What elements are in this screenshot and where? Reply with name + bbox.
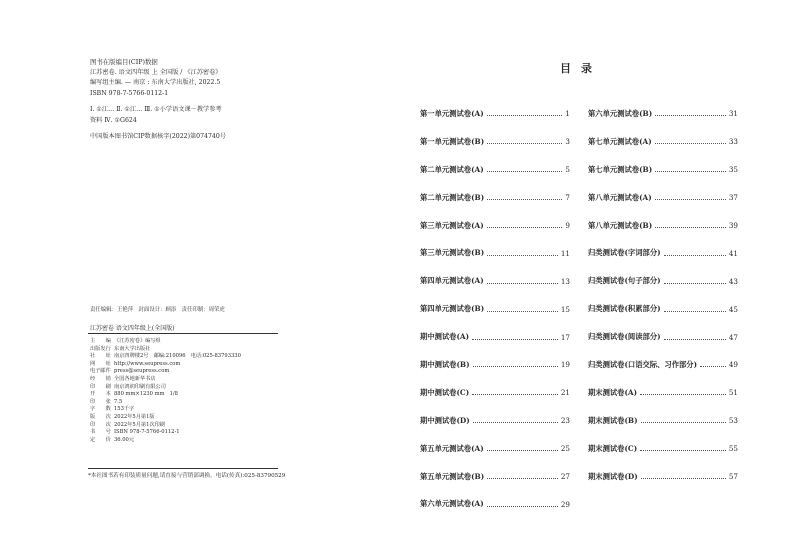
toc-entry-page: 49 bbox=[728, 360, 738, 370]
detail-key: 电子邮件 bbox=[90, 368, 111, 375]
toc-entry-label: 第四单元测试卷(A) bbox=[420, 276, 484, 286]
toc-entry-page: 51 bbox=[728, 388, 738, 398]
toc-entry[interactable] bbox=[588, 267, 738, 295]
detail-value: 7.5 bbox=[114, 398, 123, 405]
detail-row bbox=[90, 429, 241, 437]
toc-entry[interactable] bbox=[420, 435, 570, 463]
toc-entry[interactable] bbox=[420, 379, 570, 407]
toc-entry[interactable] bbox=[420, 323, 570, 351]
toc-entry-label: 期中测试卷(A) bbox=[420, 332, 470, 342]
toc-entry[interactable] bbox=[588, 407, 738, 435]
detail-value: 《江苏密卷》编写组 bbox=[114, 338, 161, 344]
quality-notice: *本社图书若有印装质量问题,请直接与营销部调换。电话(传真):025-83790529 bbox=[88, 473, 286, 479]
toc-leader-dots bbox=[487, 115, 563, 116]
toc-column-right bbox=[588, 100, 738, 490]
cip-line: 编写组主编. — 南京 : 东南大学出版社, 2022.5 bbox=[90, 79, 221, 86]
detail-row bbox=[90, 353, 241, 361]
toc-entry[interactable] bbox=[588, 323, 738, 351]
detail-value: 东南大学出版社 bbox=[114, 345, 151, 352]
toc-entry-page: 25 bbox=[560, 444, 570, 454]
toc-leader-dots bbox=[655, 227, 726, 228]
detail-key: 印 张 bbox=[90, 398, 111, 405]
toc-entry-page: 57 bbox=[728, 472, 738, 482]
toc-entry-page: 33 bbox=[728, 137, 738, 147]
toc-leader-dots bbox=[664, 311, 726, 312]
detail-value: 880 mm×1230 mm 1/8 bbox=[114, 391, 178, 398]
detail-row bbox=[90, 391, 241, 399]
toc-entry-page: 21 bbox=[560, 388, 570, 398]
toc-entry-page: 41 bbox=[728, 248, 738, 258]
divider bbox=[88, 333, 278, 334]
toc-leader-dots bbox=[664, 339, 726, 340]
toc-entry[interactable] bbox=[588, 239, 738, 267]
toc-entry-label: 第八单元测试卷(A) bbox=[588, 192, 652, 202]
toc-leader-dots bbox=[487, 255, 558, 256]
toc-entry-label: 期末测试卷(C) bbox=[588, 443, 638, 453]
toc-leader-dots bbox=[640, 394, 726, 395]
toc-entry[interactable] bbox=[420, 463, 570, 491]
toc-entry-page: 13 bbox=[560, 276, 570, 286]
toc-leader-dots bbox=[487, 506, 558, 507]
toc-leader-dots bbox=[487, 450, 558, 451]
cip-line: ISBN 978-7-5766-0112-1 bbox=[90, 89, 169, 97]
detail-key: 版 次 bbox=[90, 413, 111, 420]
toc-title: 目录 bbox=[560, 62, 602, 75]
detail-value: 南京四牌楼2号 邮编:210096 电话:025-83793330 bbox=[114, 353, 241, 360]
toc-entry-page: 5 bbox=[565, 165, 570, 175]
toc-leader-dots bbox=[640, 450, 726, 451]
cip-number: 中国版本图书馆CIP数据核字(2022)第074740号 bbox=[90, 133, 226, 140]
credits-line: 责任编辑：王艳萍 封面设计：顾添 责任印制：周荣虎 bbox=[90, 307, 225, 313]
toc-entry-label: 第五单元测试卷(B) bbox=[420, 471, 485, 481]
detail-row bbox=[90, 414, 241, 422]
detail-row bbox=[90, 384, 241, 392]
toc-entry-page: 45 bbox=[728, 304, 738, 314]
toc-entry-page: 37 bbox=[728, 193, 738, 203]
toc-leader-dots bbox=[655, 143, 726, 144]
toc-leader-dots bbox=[664, 283, 726, 284]
detail-row bbox=[90, 376, 241, 384]
detail-key: 网 址 bbox=[90, 360, 111, 367]
toc-entry-page: 1 bbox=[565, 109, 570, 119]
publication-details bbox=[90, 338, 241, 444]
toc-entry-page: 39 bbox=[728, 221, 738, 230]
detail-key: 主 编 bbox=[90, 338, 111, 344]
toc-leader-dots bbox=[487, 478, 558, 479]
toc-leader-dots bbox=[655, 115, 726, 116]
detail-value: http://www.seupress.com bbox=[114, 360, 181, 367]
detail-value: 南京鸿润印刷有限公司 bbox=[114, 383, 166, 390]
toc-entry[interactable] bbox=[588, 100, 738, 128]
toc-entry[interactable] bbox=[420, 184, 570, 212]
toc-entry[interactable] bbox=[420, 212, 570, 240]
detail-row bbox=[90, 368, 241, 376]
detail-key: 定 价 bbox=[90, 436, 111, 443]
toc-entry[interactable] bbox=[588, 184, 738, 212]
toc-entry-page: 9 bbox=[565, 221, 570, 230]
detail-key: 经 销 bbox=[90, 375, 111, 382]
toc-entry[interactable] bbox=[588, 351, 738, 379]
toc-entry-label: 第四单元测试卷(B) bbox=[420, 304, 485, 314]
toc-entry-page: 17 bbox=[560, 332, 570, 342]
toc-entry-page: 31 bbox=[728, 109, 738, 119]
detail-key: 书 号 bbox=[90, 429, 111, 436]
toc-entry-page: 15 bbox=[560, 304, 570, 314]
detail-value: 36.00元 bbox=[114, 436, 135, 443]
toc-entry-label: 第八单元测试卷(B) bbox=[588, 220, 653, 230]
detail-row bbox=[90, 399, 241, 407]
toc-entry-page: 35 bbox=[728, 165, 738, 175]
toc-entry-label: 归类测试卷(句子部分) bbox=[588, 276, 661, 286]
toc-entry[interactable] bbox=[420, 100, 570, 128]
toc-entry[interactable] bbox=[420, 351, 570, 379]
detail-key: 印 刷 bbox=[90, 383, 111, 390]
toc-leader-dots bbox=[487, 227, 563, 228]
toc-leader-dots bbox=[473, 366, 558, 367]
divider bbox=[88, 468, 278, 469]
toc-entry-page: 19 bbox=[560, 360, 570, 370]
toc-entry-label: 第二单元测试卷(B) bbox=[420, 192, 485, 202]
detail-value: 全国各地新华书店 bbox=[114, 375, 156, 382]
toc-entry-label: 第三单元测试卷(A) bbox=[420, 220, 484, 230]
detail-row bbox=[90, 406, 241, 414]
toc-leader-dots bbox=[664, 255, 726, 256]
toc-entry[interactable] bbox=[588, 463, 738, 491]
detail-value: 2022年5月第1版 bbox=[114, 413, 155, 420]
toc-entry[interactable] bbox=[420, 267, 570, 295]
toc-entry-label: 第七单元测试卷(A) bbox=[588, 136, 652, 146]
toc-leader-dots bbox=[472, 394, 558, 395]
toc-entry[interactable] bbox=[420, 295, 570, 323]
toc-entry-label: 第五单元测试卷(A) bbox=[420, 443, 484, 453]
toc-leader-dots bbox=[641, 478, 726, 479]
toc-entry[interactable] bbox=[588, 435, 738, 463]
toc-entry[interactable] bbox=[588, 295, 738, 323]
toc-entry[interactable] bbox=[588, 156, 738, 184]
toc-entry-label: 期末测试卷(B) bbox=[588, 415, 638, 425]
detail-key: 字 数 bbox=[90, 406, 111, 413]
toc-column-left bbox=[420, 100, 570, 518]
toc-entry-page: 23 bbox=[560, 416, 570, 426]
toc-leader-dots bbox=[487, 283, 558, 284]
toc-entry-page: 29 bbox=[560, 499, 570, 509]
detail-value: ISBN 978-7-5766-0112-1 bbox=[114, 429, 180, 436]
toc-entry[interactable] bbox=[588, 379, 738, 407]
toc-leader-dots bbox=[655, 199, 726, 200]
toc-entry-label: 期中测试卷(C) bbox=[420, 387, 470, 397]
detail-row bbox=[90, 422, 241, 430]
toc-entry-label: 归类测试卷(字词部分) bbox=[588, 248, 661, 258]
toc-entry-page: 53 bbox=[728, 416, 738, 426]
toc-entry-label: 归类测试卷(口语交际、习作部分) bbox=[588, 359, 698, 369]
detail-key: 开 本 bbox=[90, 391, 111, 398]
toc-entry-label: 期末测试卷(A) bbox=[588, 387, 638, 397]
toc-entry-label: 第三单元测试卷(B) bbox=[420, 248, 485, 258]
toc-leader-dots bbox=[487, 199, 562, 200]
toc-page bbox=[395, 0, 790, 558]
toc-entry-label: 归类测试卷(阅读部分) bbox=[588, 332, 661, 342]
toc-leader-dots bbox=[641, 422, 726, 423]
toc-entry-label: 归类测试卷(积累部分) bbox=[588, 304, 661, 314]
toc-entry-label: 第六单元测试卷(B) bbox=[588, 108, 653, 118]
toc-leader-dots bbox=[487, 171, 563, 172]
toc-entry[interactable] bbox=[588, 212, 738, 240]
detail-row bbox=[90, 437, 241, 445]
publication-title: 江苏密卷 语文四年级上(全国版) bbox=[90, 325, 175, 332]
detail-value: press@seupress.com bbox=[114, 368, 170, 375]
cip-line: 江苏密卷. 语文四年级 上 全国版 / 《江苏密卷》 bbox=[90, 68, 222, 76]
toc-entry-label: 第二单元测试卷(A) bbox=[420, 164, 484, 174]
detail-value: 2022年5月第1次印刷 bbox=[114, 421, 165, 428]
toc-entry-page: 3 bbox=[565, 137, 570, 147]
toc-entry-label: 期中测试卷(B) bbox=[420, 359, 470, 369]
detail-key: 印 次 bbox=[90, 421, 111, 428]
toc-entry[interactable] bbox=[420, 128, 570, 156]
toc-entry-page: 27 bbox=[560, 472, 570, 482]
detail-row bbox=[90, 338, 241, 346]
toc-entry-label: 第七单元测试卷(B) bbox=[588, 164, 653, 174]
toc-entry-page: 7 bbox=[565, 193, 570, 203]
detail-value: 153千字 bbox=[114, 406, 135, 413]
toc-entry[interactable] bbox=[420, 156, 570, 184]
toc-entry[interactable] bbox=[420, 407, 570, 435]
toc-entry-label: 期中测试卷(D) bbox=[420, 415, 470, 425]
toc-entry-page: 11 bbox=[560, 248, 570, 258]
cip-block bbox=[90, 57, 300, 143]
toc-entry-page: 47 bbox=[728, 332, 738, 342]
toc-leader-dots bbox=[487, 311, 558, 312]
toc-entry-label: 第一单元测试卷(B) bbox=[420, 136, 485, 146]
toc-leader-dots bbox=[655, 171, 726, 172]
toc-leader-dots bbox=[472, 339, 558, 340]
toc-entry[interactable] bbox=[588, 128, 738, 156]
toc-leader-dots bbox=[700, 366, 726, 367]
toc-leader-dots bbox=[487, 143, 562, 144]
cip-class-line: Ⅰ. ①江… Ⅱ. ①江… Ⅲ. ①小学语文课－教学参考 bbox=[90, 106, 222, 113]
toc-entry-label: 第一单元测试卷(A) bbox=[420, 108, 484, 118]
toc-entry-label: 第六单元测试卷(A) bbox=[420, 499, 484, 509]
cip-class-line: 资料 Ⅳ. ①G624 bbox=[90, 116, 137, 124]
detail-key: 出版发行 bbox=[90, 345, 111, 352]
cip-title: 图书在版编目(CIP)数据 bbox=[90, 58, 158, 66]
toc-entry-page: 43 bbox=[728, 276, 738, 286]
toc-entry-label: 期末测试卷(D) bbox=[588, 471, 638, 481]
toc-entry[interactable] bbox=[420, 239, 570, 267]
toc-leader-dots bbox=[473, 422, 558, 423]
toc-entry-page: 55 bbox=[728, 444, 738, 454]
detail-key: 社 址 bbox=[90, 353, 111, 360]
toc-entry[interactable] bbox=[420, 490, 570, 518]
